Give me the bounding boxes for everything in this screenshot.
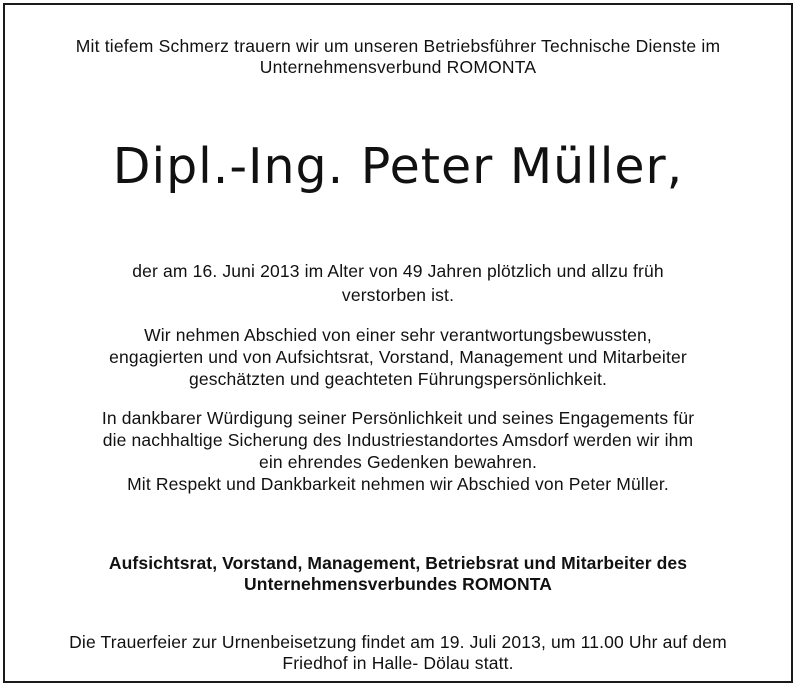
paragraph-2-line-3: geschätzten und geachteten Führungspersönlichkeit.: [188, 369, 608, 389]
footer-line-1: Die Trauerfeier zur Urnenbeisetzung findet am 19. Juli 2013, um 11.00 Uhr auf dem: [69, 632, 727, 652]
deceased-name: Dipl.-Ing. Peter Müller,: [112, 138, 684, 195]
paragraph-3-line-1: In dankbarer Würdigung seiner Persönlichkeit und seines Engagements für: [101, 408, 695, 428]
signature-line-2: Unternehmensverbundes ROMONTA: [244, 574, 552, 594]
paragraph-1-line-2: verstorben ist.: [341, 285, 455, 305]
intro-line-1: Mit tiefem Schmerz trauern wir um unseren Betriebsführer Technische Dienste im: [75, 36, 721, 56]
paragraph-3-line-3: ein ehrendes Gedenken bewahren.: [258, 452, 538, 472]
paragraph-2-line-2: engagierten und von Aufsichtsrat, Vorstand, Management und Mitarbeiter: [109, 347, 687, 367]
paragraph-3-line-4: Mit Respekt und Dankbarkeit nehmen wir Abschied von Peter Müller.: [127, 474, 669, 494]
paragraph-3-line-2: die nachhaltige Sicherung des Industriestandortes Amsdorf werden wir ihm: [102, 430, 694, 450]
footer-line-2: Friedhof in Halle- Dölau statt.: [282, 653, 514, 673]
signature-line-1: Aufsichtsrat, Vorstand, Management, Betriebsrat und Mitarbeiter des: [108, 553, 688, 573]
intro-line-2: Unternehmensverbund ROMONTA: [259, 57, 537, 77]
obituary-notice: [3, 3, 793, 683]
paragraph-1-line-1: der am 16. Juni 2013 im Alter von 49 Jahren plötzlich und allzu früh: [132, 261, 664, 281]
paragraph-2-line-1: Wir nehmen Abschied von einer sehr verantwortungsbewussten,: [144, 325, 652, 345]
